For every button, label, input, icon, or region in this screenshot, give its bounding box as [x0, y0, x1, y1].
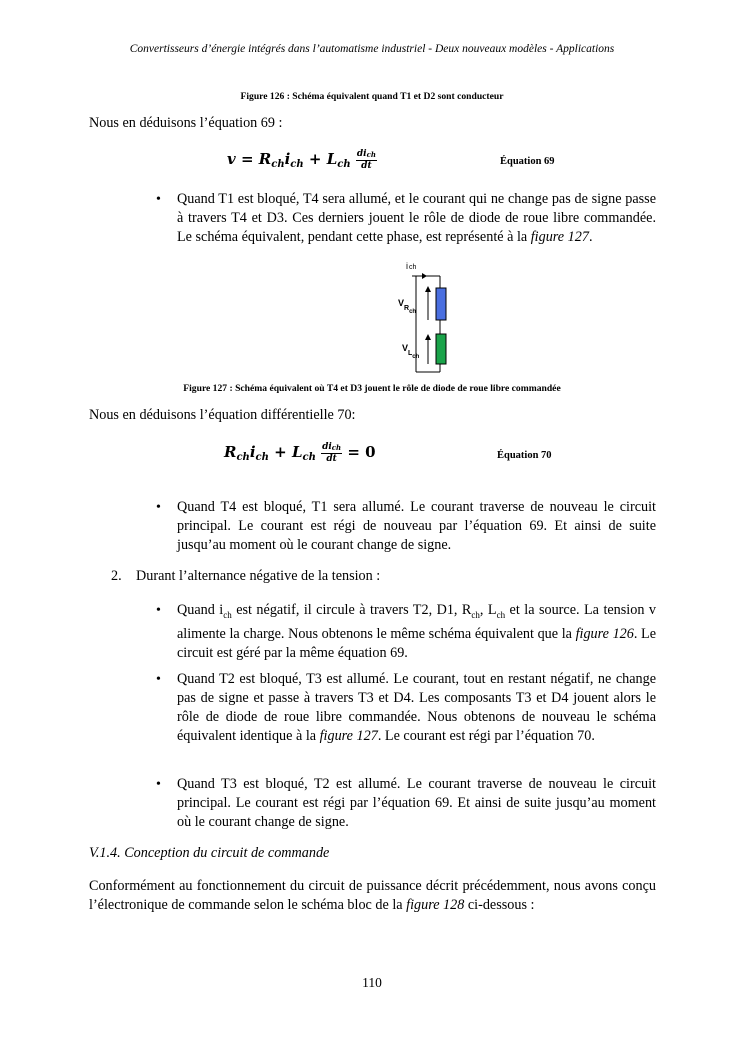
page-number: 110: [362, 975, 382, 990]
bullet-ich-negative: Quand $i_{ch}$ est négatif, il circule à travers T2, D1, $R_{ch}$, $L_{ch}$ et la source. La tension v alimente la charge. Nous obtenons le même schéma équivalent que la figure 126. Le circuit est géré par la même équation 69.: [177, 602, 657, 661]
paragraph-eq69-intro: Nous en déduisons l’équation 69 :: [89, 115, 283, 131]
inductor-lch: [436, 334, 446, 364]
paragraph-eq70-intro: Nous en déduisons l’équation différentielle 70:: [89, 407, 356, 423]
vl-label: $V_{Lch}$: [402, 343, 420, 360]
bullet-t4-blocked: Quand T4 est bloqué, T1 sera allumé. Le courant traverse de nouveau le circuit principal. Le courant est régi de nouveau par l’équation 69. Et ainsi de suite jusqu’au moment où le courant change de signe.: [177, 499, 656, 553]
bullet-t3-blocked: Quand T3 est bloqué, T2 est allumé. Le courant traverse de nouveau le circuit principal. Le courant est régi par l’équation 69. Et ainsi de suite jusqu’au moment où le courant change de signe.: [177, 776, 656, 830]
bullet-marker: •: [156, 603, 161, 618]
list-number: 2.: [111, 568, 122, 584]
equation-70-label: Équation 70: [497, 450, 552, 461]
bullet-t1-blocked: Quand T1 est bloqué, T4 sera allumé, et le courant qui ne change pas de signe passe à travers T4 et D3. Ces derniers jouent le rôle de diode de roue libre commandée. Le schéma équivalent, pendant cette phase, est représenté à la figure 127.: [177, 191, 656, 245]
equation-70: $R_{ch}i_{ch} + L_{ch}$ $\frac{\text{dich}}{dt}$ = 0: [224, 442, 376, 464]
list-item-negative-alternance: Durant l’alternance négative de la tension :: [136, 568, 381, 584]
running-header: Convertisseurs d’énergie intégrés dans l’automatisme industriel - Deux nouveaux modèles - Applications: [129, 43, 615, 55]
bullet-marker: •: [156, 500, 161, 515]
bullet-t2-blocked: Quand T2 est bloqué, T3 est allumé. Le courant, tout en restant négatif, ne change pas de signe et passe à travers T3 et D4. Les composants T3 et D4 jouent alors le rôle de diode de roue libre commandée. Nous obtenons de nouveau le schéma équivalent identique à la figure 127. Le courant est régi par l’équation 70.: [177, 671, 656, 744]
current-arrow-head: [422, 273, 427, 279]
figure-127-caption: Figure 127 : Schéma équivalent où T4 et D3 jouent le rôle de diode de roue libre commandée: [183, 383, 561, 394]
vr-label: $V_{Rch}$: [398, 298, 417, 315]
vl-arrow-head: [425, 334, 431, 340]
paragraph-command-circuit: Conformément au fonctionnement du circuit de puissance décrit précédemment, nous avons conçu l’électronique de commande selon le schéma bloc de la figure 128 ci-dessous :: [89, 878, 656, 913]
current-label: ich: [406, 261, 417, 271]
figure-127-circuit: [380, 256, 460, 376]
vr-arrow-head: [425, 286, 431, 292]
figure-126-caption: Figure 126 : Schéma équivalent quand T1 et D2 sont conducteur: [240, 91, 504, 102]
figure-reference: figure 127: [530, 229, 589, 245]
bullet-marker: •: [156, 672, 161, 687]
figure-reference: figure 126: [575, 625, 634, 642]
bullet-marker: •: [156, 192, 161, 207]
equation-69: $v = R_{ch}i_{ch} + L_{ch}$ $\frac{\text{dich}}{dt}$: [227, 149, 376, 171]
resistor-rch: [436, 288, 446, 320]
equation-69-label: Équation 69: [500, 156, 555, 167]
bullet-marker: •: [156, 777, 161, 792]
section-heading: V.1.4. Conception du circuit de commande: [89, 845, 330, 861]
figure-reference: figure 127: [319, 728, 378, 744]
figure-reference: figure 128: [406, 897, 465, 913]
